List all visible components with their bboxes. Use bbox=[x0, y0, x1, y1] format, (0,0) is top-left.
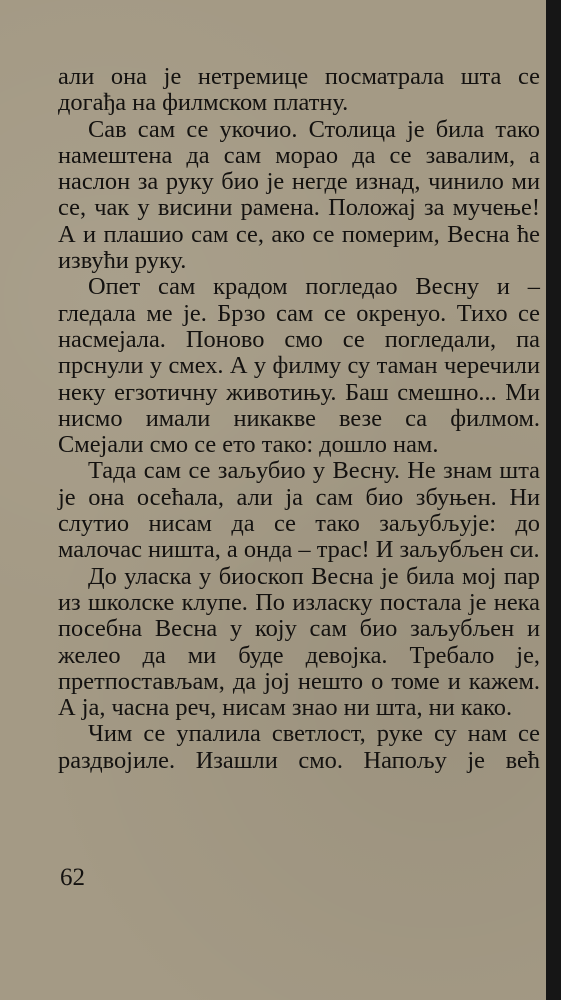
paragraph-6: Чим се упалила светлост, руке су нам се раздвојиле. Изашли смо. Напољу је већ bbox=[58, 720, 540, 774]
page-number: 62 bbox=[60, 864, 85, 891]
paragraph-3: Опет сам крадом погледао Весну и – гледала ме је. Брзо сам се окренуо. Тихо се насмејала. Поново смо се погледали, па прснули у смех. А у филму су таман черечили неку егзотичну животињу. Баш смешно... Ми нисмо имали никакве везе са филмом. Смејали смо се ето тако: дошло нам. bbox=[58, 273, 540, 459]
page-text bbox=[58, 64, 540, 774]
paragraph-2: Сав сам се укочио. Столица је била тако намештена да сам морао да се завалим, а наслон за руку био је негде изнад, чинило ми се, чак у висини рамена. Положај за мучење! А и плашио сам се, ако се померим, Весна ће извући руку. bbox=[58, 115, 540, 275]
paragraph-5: До уласка у биоскоп Весна је била мој пар из школске клупе. По изласку постала је нека посебна Весна у коју сам био заљубљен и желео да ми буде девојка. Требало је, претпостављам, да јој нешто о томе и кажем. А ја, часна реч, нисам знао ни шта, ни како. bbox=[58, 562, 540, 722]
paragraph-4: Тада сам се заљубио у Весну. Не знам шта је она осећала, али ја сам био збуњен. Ни слутио нисам да се тако заљубљује: до малочас ништа, а онда – трас! И заљубљен си. bbox=[58, 457, 540, 564]
paragraph-1: али она је нетремице посматрала шта се догађа на филмском платну. bbox=[58, 63, 540, 117]
page-edge-shadow bbox=[546, 0, 561, 1000]
